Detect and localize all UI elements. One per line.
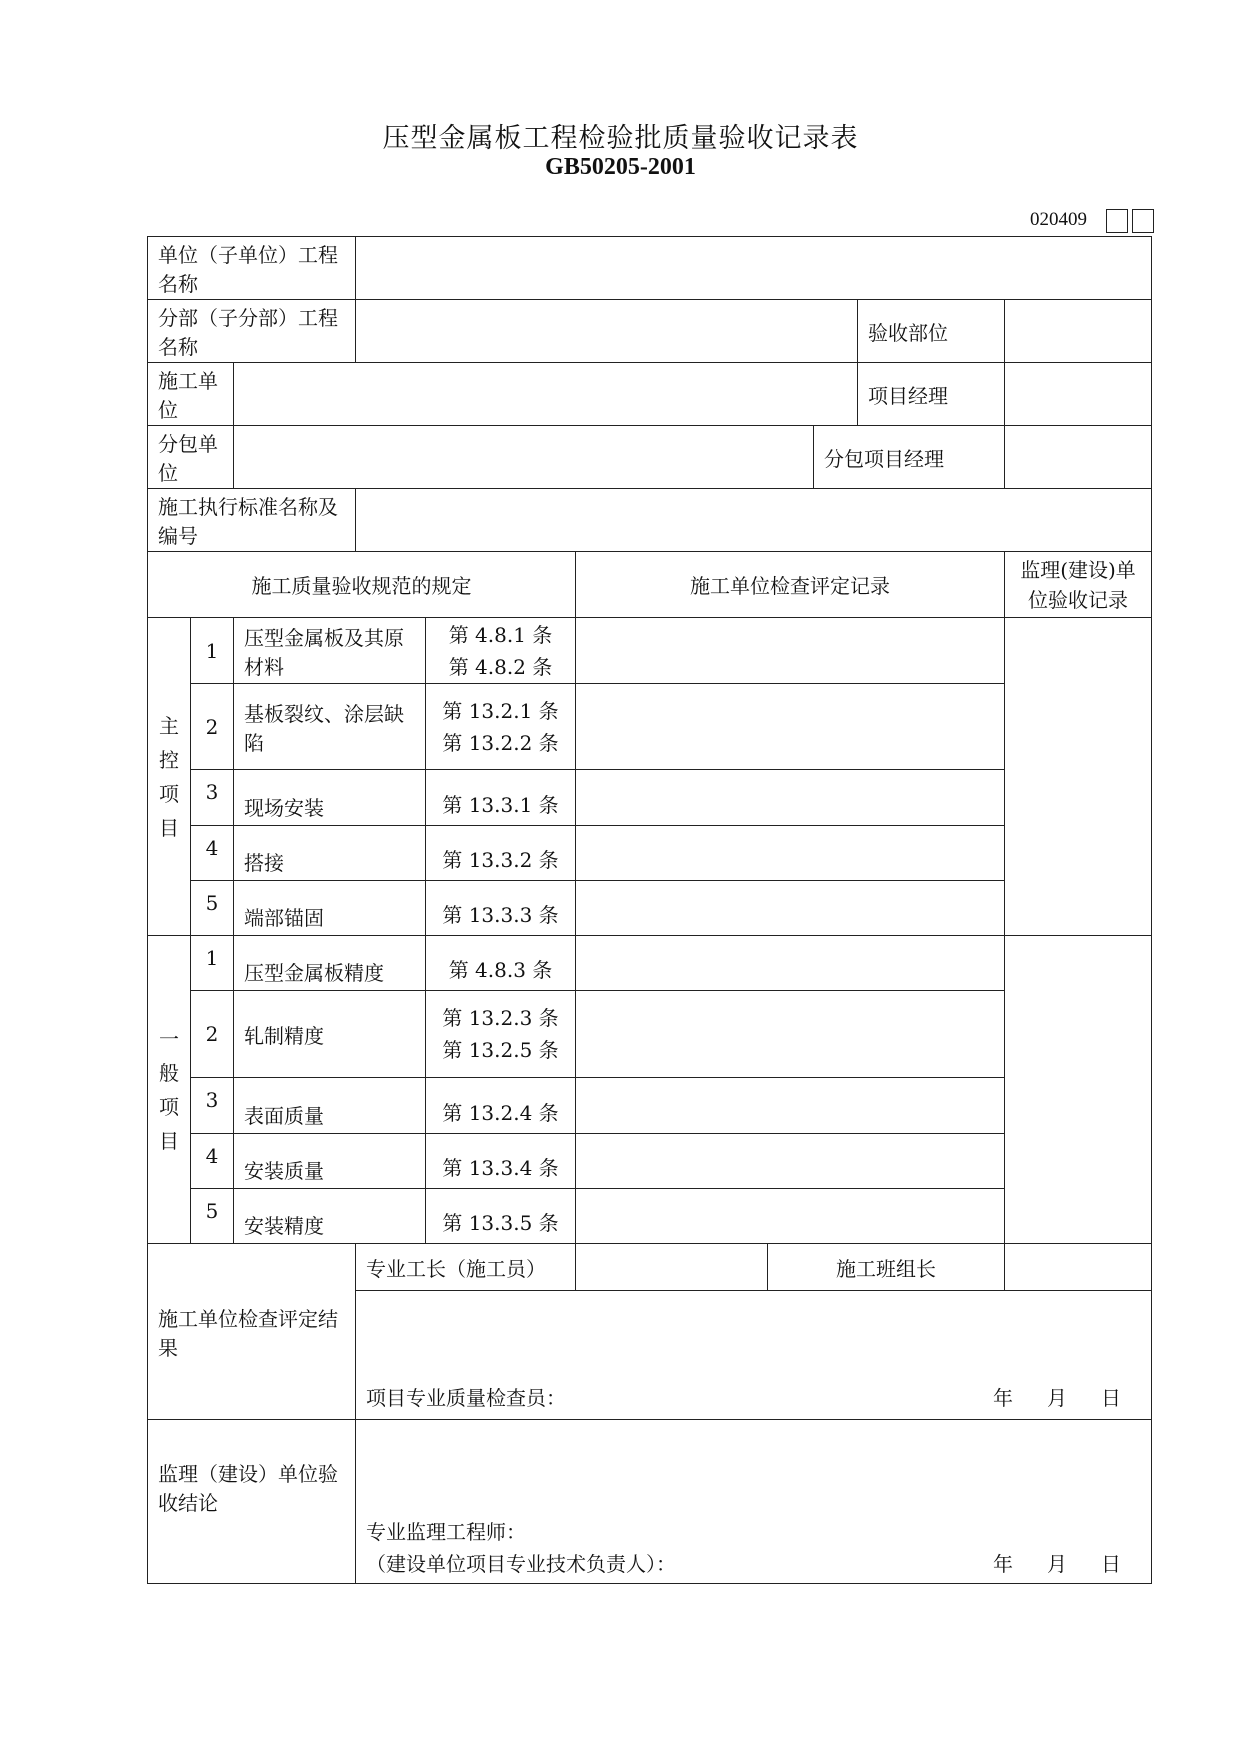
- item-clause: 第 13.3.4 条: [426, 1134, 576, 1189]
- general-group-label: 一 般 项 目: [148, 936, 191, 1244]
- form-title: 压型金属板工程检验批质量验收记录表: [382, 123, 859, 154]
- item-record[interactable]: [576, 1134, 1005, 1189]
- item-name: 安装质量: [234, 1134, 426, 1189]
- item-record[interactable]: [576, 770, 1005, 826]
- inspector-label: 项目专业质量检查员：: [366, 1386, 567, 1410]
- result-label: 施工单位检查评定结果: [148, 1244, 356, 1420]
- item-record[interactable]: [576, 936, 1005, 991]
- code-box-2[interactable]: [1132, 209, 1154, 233]
- item-number: 2: [191, 684, 234, 770]
- project-manager-value[interactable]: [1005, 363, 1152, 426]
- item-number: 4: [191, 1134, 234, 1189]
- item-record[interactable]: [576, 1189, 1005, 1244]
- foreman-value[interactable]: [576, 1244, 768, 1291]
- item-record[interactable]: [576, 991, 1005, 1078]
- item-number: 5: [191, 1189, 234, 1244]
- construction-unit-value[interactable]: [234, 363, 858, 426]
- supervisor-column-header: 监理(建设)单位验收记录: [1005, 552, 1152, 618]
- item-clause: 第 4.8.1 条 第 4.8.2 条: [426, 618, 576, 684]
- record-column-header: 施工单位检查评定记录: [576, 552, 1005, 618]
- unit-project-label: 单位（子单位）工程名称: [148, 237, 356, 300]
- item-record[interactable]: [576, 826, 1005, 881]
- unit-project-value[interactable]: [356, 237, 1152, 300]
- subcontractor-value[interactable]: [234, 426, 814, 489]
- standard-label: 施工执行标准名称及编号: [148, 489, 356, 552]
- sub-project-manager-value[interactable]: [1005, 426, 1152, 489]
- item-clause: 第 13.2.1 条 第 13.2.2 条: [426, 684, 576, 770]
- item-name: 压型金属板精度: [234, 936, 426, 991]
- sub-project-value[interactable]: [356, 300, 858, 363]
- main-control-group-label: 主 控 项 目: [148, 618, 191, 936]
- item-name: 基板裂纹、涂层缺陷: [234, 684, 426, 770]
- subcontractor-label: 分包单位: [148, 426, 234, 489]
- item-name: 安装精度: [234, 1189, 426, 1244]
- item-name: 搭接: [234, 826, 426, 881]
- item-name: 轧制精度: [234, 991, 426, 1078]
- item-clause: 第 13.2.4 条: [426, 1078, 576, 1134]
- code-box-1[interactable]: [1106, 209, 1128, 233]
- spec-column-header: 施工质量验收规范的规定: [148, 552, 576, 618]
- item-record[interactable]: [576, 1078, 1005, 1134]
- result-signature-area[interactable]: [356, 1291, 1152, 1420]
- item-name: 压型金属板及其原材料: [234, 618, 426, 684]
- conclusion-date: 年 月 日: [993, 1552, 1122, 1576]
- project-manager-label: 项目经理: [858, 363, 1005, 426]
- standard-code: GB50205-2001: [545, 154, 696, 180]
- owner-label: （建设单位项目专业技术负责人）：: [366, 1552, 677, 1576]
- item-name: 端部锚固: [234, 881, 426, 936]
- item-clause: 第 13.3.2 条: [426, 826, 576, 881]
- item-number: 1: [191, 618, 234, 684]
- item-name: 现场安装: [234, 770, 426, 826]
- conclusion-signature-area[interactable]: [356, 1420, 1152, 1584]
- acceptance-part-label: 验收部位: [858, 300, 1005, 363]
- standard-value[interactable]: [356, 489, 1152, 552]
- acceptance-form-table: [147, 236, 1152, 1584]
- item-clause: 第 13.2.3 条 第 13.2.5 条: [426, 991, 576, 1078]
- item-number: 2: [191, 991, 234, 1078]
- item-clause: 第 13.3.3 条: [426, 881, 576, 936]
- sub-project-manager-label: 分包项目经理: [814, 426, 1005, 489]
- general-supervisor-record[interactable]: [1005, 936, 1152, 1244]
- item-record[interactable]: [576, 618, 1005, 684]
- acceptance-part-value[interactable]: [1005, 300, 1152, 363]
- item-number: 3: [191, 1078, 234, 1134]
- item-number: 1: [191, 936, 234, 991]
- item-name: 表面质量: [234, 1078, 426, 1134]
- result-date: 年 月 日: [993, 1386, 1122, 1410]
- item-record[interactable]: [576, 881, 1005, 936]
- foreman-label: 专业工长（施工员）: [356, 1244, 576, 1291]
- item-clause: 第 13.3.1 条: [426, 770, 576, 826]
- item-number: 4: [191, 826, 234, 881]
- item-number: 5: [191, 881, 234, 936]
- item-number: 3: [191, 770, 234, 826]
- team-leader-value[interactable]: [1005, 1244, 1152, 1291]
- main-control-supervisor-record[interactable]: [1005, 618, 1152, 936]
- item-clause: 第 13.3.5 条: [426, 1189, 576, 1244]
- item-record[interactable]: [576, 684, 1005, 770]
- conclusion-label: 监理（建设）单位验收结论: [148, 1420, 356, 1584]
- form-code: 020409: [1030, 209, 1087, 230]
- construction-unit-label: 施工单位: [148, 363, 234, 426]
- team-leader-label: 施工班组长: [768, 1244, 1005, 1291]
- sub-project-label: 分部（子分部）工程名称: [148, 300, 356, 363]
- item-clause: 第 4.8.3 条: [426, 936, 576, 991]
- engineer-label: 专业监理工程师：: [366, 1520, 527, 1544]
